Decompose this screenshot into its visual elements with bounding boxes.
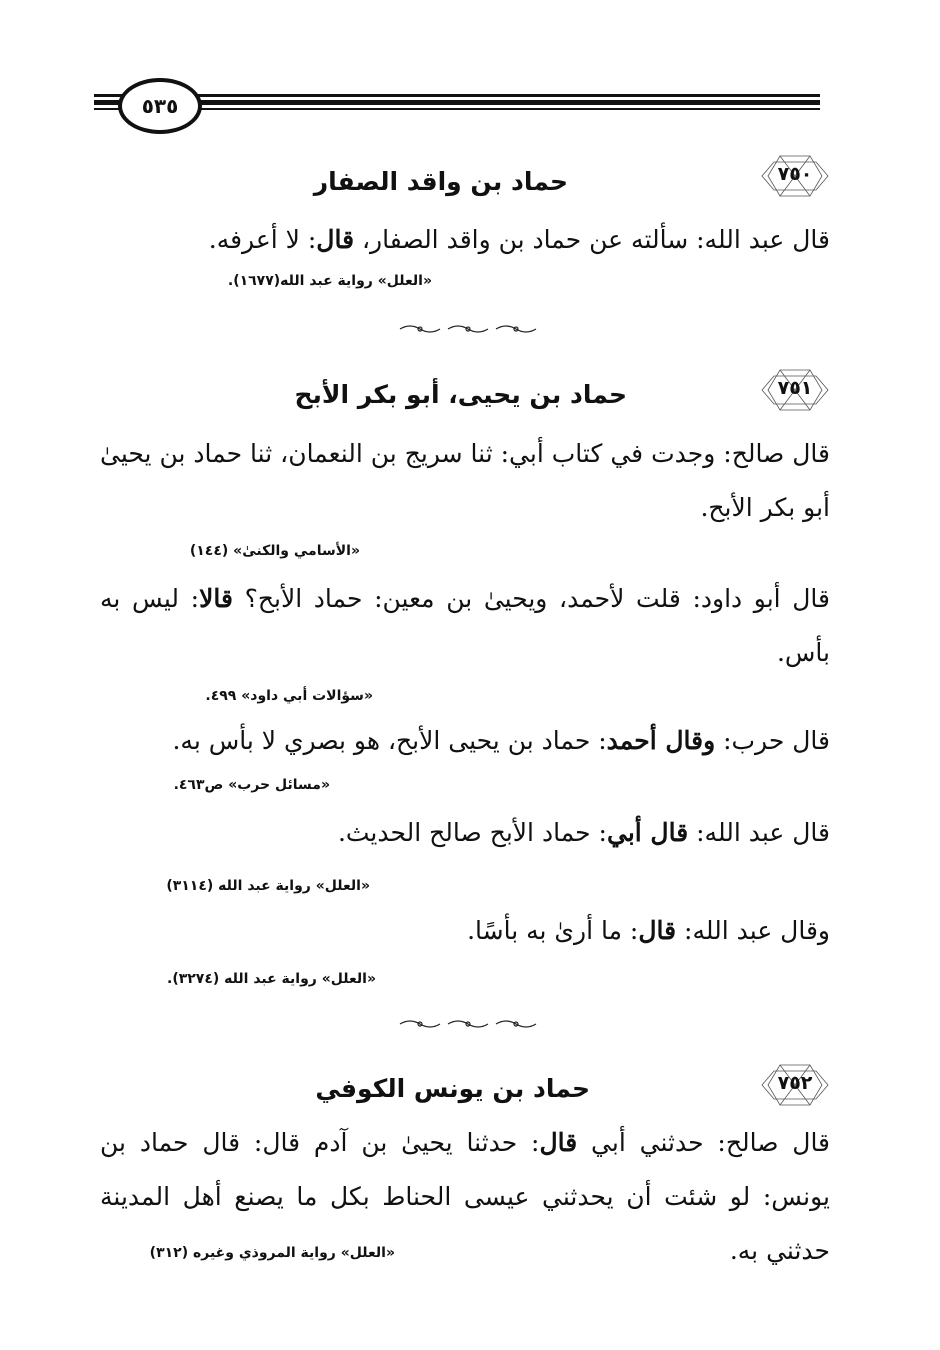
paragraph: وقال عبد الله: قال: ما أرىٰ به بأسًا. (467, 916, 830, 945)
header-rule (94, 92, 820, 116)
paragraph: قال صالح: حدثني أبي قال: حدثنا يحيىٰ بن آدم قال: قال حماد بن يونس: لو شئت أن يحدثني عيسى الحناط بكل ما يصنع أهل المدينة حدثني به. (100, 1128, 831, 1265)
source-citation: «سؤالات أبي داود» ٤٩٩. (205, 688, 373, 704)
entry-title: حماد بن يحيى، أبو بكر الأبح (294, 380, 627, 409)
source-citation: «العلل» رواية عبد الله (٣١١٤) (166, 878, 370, 894)
divider-ornament-icon (396, 1017, 544, 1031)
entry-number-badge: ٧٥٢ (758, 1059, 832, 1111)
entry-title: حماد بن يونس الكوفي (315, 1074, 590, 1103)
paragraph: قال أبو داود: قلت لأحمد، ويحيىٰ بن معين: حماد الأبح؟ قالا: ليس به بأس. (100, 584, 830, 667)
paragraph: قال عبد الله: سألته عن حماد بن واقد الصفار، قال: لا أعرفه. (208, 225, 830, 254)
paragraph: قال عبد الله: قال أبي: حماد الأبح صالح الحديث. (337, 818, 830, 847)
entry-number-badge: ٧٥٠ (758, 150, 832, 202)
page-number: ٥٣٥ (118, 78, 202, 134)
divider-ornament-icon (396, 322, 544, 336)
source-citation: «العلل» رواية المروذي وغيره (٣١٢) (149, 1245, 395, 1261)
source-citation: «العلل» رواية عبد الله (٣٢٧٤). (167, 971, 376, 987)
paragraph: قال حرب: وقال أحمد: حماد بن يحيى الأبح، هو بصري لا بأس به. (172, 726, 830, 755)
source-citation: «العلل» رواية عبد الله(١٦٧٧). (227, 273, 432, 289)
source-citation: «مسائل حرب» ص٤٦٣. (173, 777, 330, 793)
entry-title: حماد بن واقد الصفار (313, 167, 568, 196)
paragraph: قال صالح: وجدت في كتاب أبي: ثنا سريج بن النعمان، ثنا حماد بن يحيىٰ أبو بكر الأبح. (100, 439, 830, 522)
source-citation: «الأسامي والكنىٰ» (١٤٤) (189, 543, 360, 559)
entry-number-badge: ٧٥١ (758, 364, 832, 416)
